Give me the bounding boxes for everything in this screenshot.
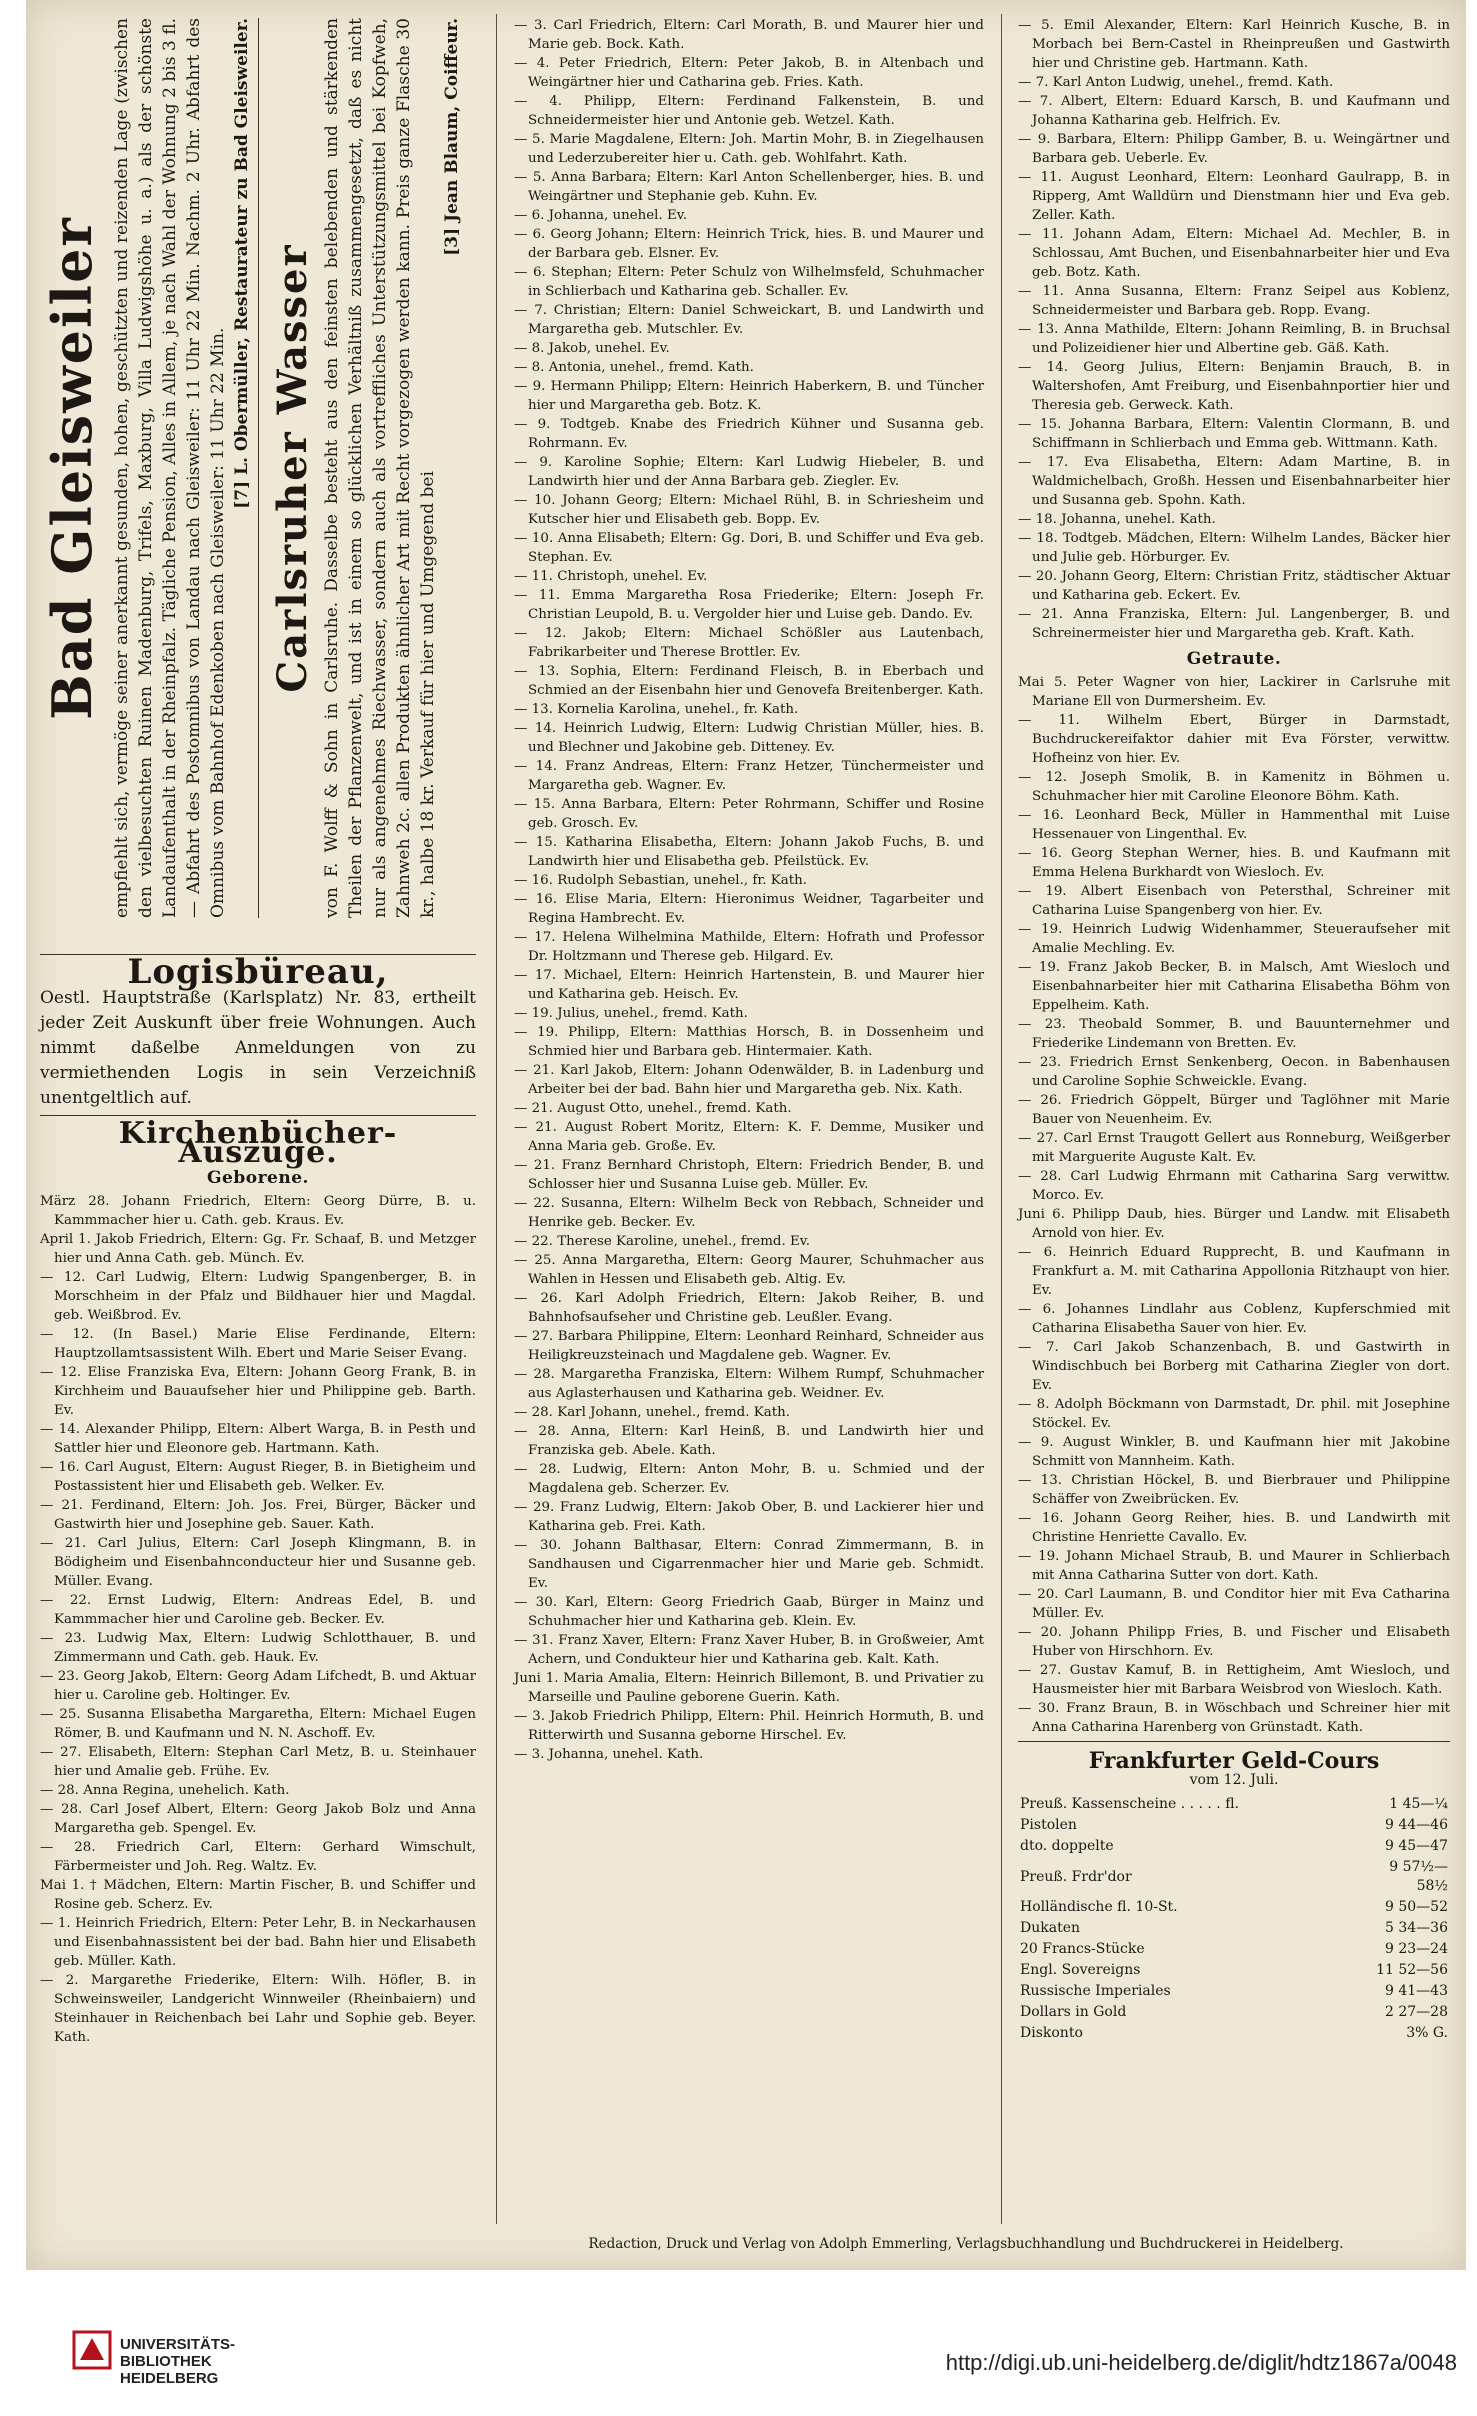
bad-gleisweiler-title: Bad Gleisweiler: [40, 216, 104, 720]
register-entry: — 19. Franz Jakob Becker, B. in Malsch, Amt Wiesloch und Eisenbahnarbeiter hier mit Catharina Elisabetha Böhm von Eppelheim. Kath.: [1018, 960, 1450, 1013]
births-list-left: [40, 1192, 476, 2047]
register-entry: — 10. Johann Georg; Eltern: Michael Rühl, B. in Schriesheim und Kutscher hier und Elisabeth geb. Bopp. Ev.: [514, 493, 984, 527]
geldcours-row: [1018, 1857, 1450, 1897]
register-entry: — 21. Carl Julius, Eltern: Carl Joseph Klingmann, B. in Bödigheim und Eisenbahnconducteur hier und Susanne geb. Müller. Evang.: [40, 1536, 476, 1589]
register-entry: — 27. Barbara Philippine, Eltern: Leonhard Reinhard, Schneider aus Heiligkreuzsteinach und Magdalene geb. Wagner. Ev.: [514, 1329, 984, 1363]
geldcours-row: [1018, 1815, 1450, 1836]
register-entry: — 20. Carl Laumann, B. und Conditor hier mit Eva Catharina Müller. Ev.: [1018, 1587, 1450, 1621]
geldcours-title: Frankfurter Geld-Cours: [1088, 1748, 1380, 1774]
register-entry: — 9. Barbara, Eltern: Philipp Gamber, B. u. Weingärtner und Barbara geb. Ueberle. Ev.: [1018, 132, 1450, 166]
register-entry: — 25. Anna Margaretha, Eltern: Georg Maurer, Schuhmacher aus Wahlen in Hessen und Elisabeth geb. Altig. Ev.: [514, 1253, 984, 1287]
geborene-heading: Geborene.: [207, 1168, 309, 1188]
register-entry: — 21. August Otto, unehel., fremd. Kath.: [514, 1101, 792, 1116]
register-entry: — 17. Michael, Eltern: Heinrich Hartenstein, B. und Maurer hier und Katharina geb. Heisch. Ev.: [514, 968, 984, 1002]
wasser-sig-text: Jean Blaum, Coiffeur.: [442, 18, 462, 222]
register-entry: — 9. Todtgeb. Knabe des Friedrich Kühner und Susanna geb. Rohrmann. Ev.: [514, 417, 984, 451]
register-entry: — 5. Marie Magdalene, Eltern: Joh. Martin Mohr, B. in Ziegelhausen und Lederzubereiter hier u. Cath. geb. Wohlfahrt. Kath.: [514, 132, 984, 166]
geldcours-rate: 2 27—28: [1385, 2004, 1448, 2020]
register-entry: — 17. Helena Wilhelmina Mathilde, Eltern: Hofrath und Professor Dr. Holtzmann und Therese geb. Hilgard. Ev.: [514, 930, 984, 964]
register-entry: — 15. Anna Barbara, Eltern: Peter Rohrmann, Schiffer und Rosine geb. Grosch. Ev.: [514, 797, 984, 831]
geldcours-rate: 5 34—36: [1385, 1920, 1448, 1936]
getraute-heading: Getraute.: [1186, 649, 1282, 669]
register-entry: März 28. Johann Friedrich, Eltern: Georg Dürre, B. u. Kammmacher hier u. Cath. geb. Kraus. Ev.: [40, 1194, 476, 1228]
births-list-right: [1018, 16, 1450, 643]
register-entry: — 21. August Robert Moritz, Eltern: K. F. Demme, Musiker und Anna Maria geb. Große. Ev.: [514, 1120, 984, 1154]
geldcours-row: [1018, 1897, 1450, 1918]
register-entry: — 2. Margarethe Friederike, Eltern: Wilh. Höfler, B. in Schweinsweiler, Landgericht Winnweiler (Rheinbaiern) und Steinhauer in Reichenbach bei Lahr und Sophie geb. Beyer. Kath.: [40, 1973, 476, 2045]
bad-gleisweiler-ref: [7]: [232, 480, 252, 509]
library-name-line3: HEIDELBERG: [120, 2370, 219, 2387]
register-entry: — 23. Theobald Sommer, B. und Bauunternehmer und Friederike Lindemann von Bretten. Ev.: [1018, 1017, 1450, 1051]
library-name: [120, 2336, 235, 2387]
register-entry: — 13. Christian Höckel, B. und Bierbrauer und Philippine Schäffer von Zweibrücken. Ev.: [1018, 1473, 1450, 1507]
register-entry: — 7. Albert, Eltern: Eduard Karsch, B. und Kaufmann und Johanna Katharina geb. Helfrich. Ev.: [1018, 94, 1450, 128]
geldcours-rate: 1 45—¼: [1389, 1796, 1448, 1812]
register-entry: — 5. Anna Barbara; Eltern: Karl Anton Schellenberger, hies. B. und Weingärtner und Stephanie geb. Kuhn. Ev.: [514, 170, 984, 204]
geldcours-currency: Pistolen: [1020, 1817, 1077, 1833]
logis-title: Logisbüreau,: [127, 952, 389, 992]
register-entry: — 18. Todtgeb. Mädchen, Eltern: Wilhelm Landes, Bäcker hier und Julie geb. Hörburger. Ev.: [1018, 531, 1450, 565]
register-entry: — 16. Carl August, Eltern: August Rieger, B. in Bietigheim und Postassistent hier und Elisabeth geb. Welker. Ev.: [40, 1460, 476, 1494]
register-entry: — 14. Georg Julius, Eltern: Benjamin Brauch, B. in Waltershofen, Amt Freiburg, und Eisenbahnportier hier und Theresia geb. Gerweck. Kath.: [1018, 360, 1450, 413]
imprint-footer: Redaction, Druck und Verlag von Adolph Emmerling, Verlagsbuchhandlung und Buchdruckerei in Heidelberg.: [588, 2236, 1344, 2252]
register-entry: — 28. Margaretha Franziska, Eltern: Wilhem Rumpf, Schuhmacher aus Aglasterhausen und Katharina geb. Weidner. Ev.: [514, 1367, 984, 1401]
register-entry: — 18. Johanna, unehel. Kath.: [1018, 512, 1216, 527]
bad-gleisweiler-text: empfiehlt sich, vermöge seiner anerkannt gesunden, hohen, geschützten und reizenden Lage (zwischen den vielbesuchten Ruinen Madenburg, Trifels, Maxburg, Villa Ludwigshöhe u. a.) als der schönste Landaufenthalt in der Rheinpfalz. Tägliche Pension, Alles in Allem, je nach Wahl der Wohnung 2 bis 3 fl. — Abfahrt des Postomnibus von Landau nach Gleisweiler: 11 Uhr 22 Min. Nachm. 2 Uhr. Abfahrt des Omnibus vom Bahnhof Edenkoben nach Gleisweiler: 11 Uhr 22 Min.: [112, 18, 228, 918]
register-entry: — 6. Johannes Lindlahr aus Coblenz, Kupferschmied mit Catharina Elisabetha Sauer von hier. Ev.: [1018, 1302, 1450, 1336]
register-entry: — 28. Friedrich Carl, Eltern: Gerhard Wimschult, Färbermeister und Joh. Reg. Waltz. Ev.: [40, 1840, 476, 1874]
register-entry: — 28. Anna, Eltern: Karl Heinß, B. und Landwirth hier und Franziska geb. Abele. Kath.: [514, 1424, 984, 1458]
register-entry: — 11. Emma Margaretha Rosa Friederike; Eltern: Joseph Fr. Christian Leupold, B. u. Vergolder hier und Luise geb. Dando. Ev.: [514, 588, 984, 622]
register-entry: — 4. Peter Friedrich, Eltern: Peter Jakob, B. in Altenbach und Weingärtner hier und Catharina geb. Fries. Kath.: [514, 56, 984, 90]
register-entry: — 28. Ludwig, Eltern: Anton Mohr, B. u. Schmied und der Magdalena geb. Scherzer. Ev.: [514, 1462, 984, 1496]
register-entry: Juni 1. Maria Amalia, Eltern: Heinrich Billemont, B. und Privatier zu Marseille und Pauline geborene Guerin. Kath.: [514, 1671, 984, 1705]
geldcours-currency: Preuß. Frdr'dor: [1020, 1868, 1132, 1885]
register-entry: — 27. Gustav Kamuf, B. in Rettigheim, Amt Wiesloch, und Hausmeister hier mit Barbara Weisbrod von Wiesloch. Kath.: [1018, 1663, 1450, 1697]
register-entry: — 19. Philipp, Eltern: Matthias Horsch, B. in Dossenheim und Schmied hier und Barbara geb. Hintermaier. Kath.: [514, 1025, 984, 1059]
geldcours-rate: 9 50—52: [1385, 1899, 1448, 1915]
geldcours-date: vom 12. Juli.: [1189, 1772, 1279, 1788]
register-entry: — 23. Friedrich Ernst Senkenberg, Oecon. in Babenhausen und Caroline Sophie Schweickle. Evang.: [1018, 1055, 1450, 1089]
library-name-line1: UNIVERSITÄTS-: [120, 2336, 236, 2353]
register-entry: — 11. Johann Adam, Eltern: Michael Ad. Mechler, B. in Schlossau, Amt Buchen, und Eisenbahnarbeiter hier und Eva geb. Botz. Kath.: [1018, 227, 1450, 280]
wasser-ref: [3]: [442, 227, 462, 256]
geldcours-row: [1018, 1836, 1450, 1857]
register-entry: — 17. Eva Elisabetha, Eltern: Adam Martine, B. in Waldmichelbach, Großh. Hessen und Eisenbahnarbeiter hier und Susanna geb. Spohn. Kath.: [1018, 455, 1450, 508]
geldcours-currency: Preuß. Kassenscheine . . . . . fl.: [1020, 1796, 1239, 1812]
register-entry: — 6. Georg Johann; Eltern: Heinrich Trick, hies. B. und Maurer und der Barbara geb. Elsner. Ev.: [514, 227, 984, 261]
register-entry: — 9. August Winkler, B. und Kaufmann hier mit Jakobine Schmitt von Mannheim. Kath.: [1018, 1435, 1450, 1469]
newspaper-page: [26, 0, 1466, 2270]
register-entry: — 28. Carl Josef Albert, Eltern: Georg Jakob Bolz und Anna Margaretha geb. Spengel. Ev.: [40, 1802, 476, 1836]
register-entry: — 23. Ludwig Max, Eltern: Ludwig Schlotthauer, B. und Zimmermann und Cath. geb. Hauk. Ev.: [40, 1631, 476, 1665]
register-entry: — 30. Karl, Eltern: Georg Friedrich Gaab, Bürger in Mainz und Schuhmacher hier und Katharina geb. Klein. Ev.: [514, 1595, 984, 1629]
register-entry: April 1. Jakob Friedrich, Eltern: Gg. Fr. Schaaf, B. und Metzger hier und Anna Cath. geb. Münch. Ev.: [40, 1232, 476, 1266]
register-entry: — 1. Heinrich Friedrich, Eltern: Peter Lehr, B. in Neckarhausen und Eisenbahnassistent bei der bad. Bahn hier und Elisabeth geb. Müller. Kath.: [40, 1916, 476, 1969]
register-entry: — 4. Philipp, Eltern: Ferdinand Falkenstein, B. und Schneidermeister hier und Antonie geb. Wetzel. Kath.: [514, 94, 984, 128]
geldcours-rate: 9 45—47: [1385, 1838, 1448, 1854]
register-entry: — 3. Johanna, unehel. Kath.: [514, 1747, 704, 1762]
kirchen-title: Kirchenbücher-Auszüge.: [118, 1116, 398, 1170]
register-entry: Mai 5. Peter Wagner von hier, Lackirer in Carlsruhe mit Mariane Ell von Durmersheim. Ev.: [1018, 675, 1450, 709]
register-entry: — 11. August Leonhard, Eltern: Leonhard Gaulrapp, B. in Ripperg, Amt Walldürn und Dienstmann hier und Eva geb. Zeller. Kath.: [1018, 170, 1450, 223]
geldcours-divider: [1018, 1741, 1450, 1742]
register-entry: — 20. Johann Philipp Fries, B. und Fischer und Elisabeth Huber von Hirschhorn. Ev.: [1018, 1625, 1450, 1659]
geldcours-row: [1018, 2023, 1450, 2044]
register-entry: — 29. Franz Ludwig, Eltern: Jakob Ober, B. und Lackierer hier und Katharina geb. Frei. Kath.: [514, 1500, 984, 1534]
bad-gleisweiler-signature: [230, 18, 254, 918]
register-entry: — 9. Karoline Sophie; Eltern: Karl Ludwig Hiebeler, B. und Landwirth hier und der Anna Barbara geb. Ziegler. Ev.: [514, 455, 984, 489]
register-entry: — 13. Kornelia Karolina, unehel., fr. Kath.: [514, 702, 799, 717]
register-entry: — 19. Johann Michael Straub, B. und Maurer in Schlierbach mit Anna Catharina Sutter von dort. Kath.: [1018, 1549, 1450, 1583]
register-entry: — 6. Stephan; Eltern: Peter Schulz von Wilhelmsfeld, Schuhmacher in Schlierbach und Katharina geb. Schaller. Ev.: [514, 265, 984, 299]
geldcours-rate: 9 41—43: [1385, 1983, 1448, 1999]
register-entry: — 8. Antonia, unehel., fremd. Kath.: [514, 360, 754, 375]
geldcours-row: [1018, 2002, 1450, 2023]
geldcours-currency: Dukaten: [1020, 1920, 1080, 1936]
wasser-signature: [440, 18, 464, 918]
register-entry: — 23. Georg Jakob, Eltern: Georg Adam Lifchedt, B. und Aktuar hier u. Caroline geb. Holtinger. Ev.: [40, 1669, 476, 1703]
register-entry: — 28. Anna Regina, unehelich. Kath.: [40, 1783, 290, 1798]
register-entry: — 25. Susanna Elisabetha Margaretha, Eltern: Michael Eugen Römer, B. und Kaufmann und N. N. Aschoff. Ev.: [40, 1707, 476, 1741]
register-entry: — 11. Christoph, unehel. Ev.: [514, 569, 708, 584]
register-entry: — 3. Carl Friedrich, Eltern: Carl Morath, B. und Maurer hier und Marie geb. Bock. Kath.: [514, 18, 984, 52]
births-list-middle: [514, 16, 984, 1764]
register-entry: — 19. Albert Eisenbach von Petersthal, Schreiner mit Catharina Luise Spangenberg von hier. Ev.: [1018, 884, 1450, 918]
register-entry: — 22. Therese Karoline, unehel., fremd. Ev.: [514, 1234, 810, 1249]
logis-text: Oestl. Hauptstraße (Karlsplatz) Nr. 83, ertheilt jeder Zeit Auskunft über freie Wohnungen. Auch nimmt daßelbe Anmeldungen von zu vermiethenden Logis in sein Verzeichniß unentgeltlich auf.: [40, 988, 476, 1108]
register-entry: — 21. Anna Franziska, Eltern: Jul. Langenberger, B. und Schreinermeister hier und Margaretha geb. Kraft. Kath.: [1018, 607, 1450, 641]
register-entry: — 11. Wilhelm Ebert, Bürger in Darmstadt, Buchdruckereifaktor dahier mit Eva Förster, verwittw. Hofheinz von hier. Ev.: [1018, 713, 1450, 766]
geldcours-row: [1018, 1960, 1450, 1981]
wasser-text: von F. Wolff & Sohn in Carlsruhe. Dasselbe besteht aus den feinsten belebenden und stärkenden Theilen der Pflanzenwelt, und ist in einem so glücklichen Verhältniß zusammengesetzt, daß es nicht nur als angenehmes Riechwasser, sondern auch als vortreffliches Unterstützungsmittel bei Kopfweh, Zahnweh 2c. allen Produkten ähnlicher Art mit Recht vorgezogen werden kann. Preis ganze Flasche 30 kr., halbe 18 kr. Verkauf für hier und Umgegend bei: [322, 18, 438, 918]
register-entry: — 12. Jakob; Eltern: Michael Schößler aus Lautenbach, Fabrikarbeiter und Therese Brottler. Ev.: [514, 626, 984, 660]
geldcours-currency: Russische Imperiales: [1020, 1983, 1171, 1999]
register-entry: — 6. Heinrich Eduard Rupprecht, B. und Kaufmann in Frankfurt a. M. mit Catharina Appollonia Ritzhaupt von hier. Ev.: [1018, 1245, 1450, 1298]
register-entry: — 10. Anna Elisabeth; Eltern: Gg. Dori, B. und Schiffer und Eva geb. Stephan. Ev.: [514, 531, 984, 565]
column-left: [40, 950, 476, 2047]
register-entry: — 14. Heinrich Ludwig, Eltern: Ludwig Christian Müller, hies. B. und Blechner und Jakobine geb. Ditteney. Ev.: [514, 721, 984, 755]
geldcours-row: [1018, 1939, 1450, 1960]
register-entry: — 9. Hermann Philipp; Eltern: Heinrich Haberkern, B. und Tüncher hier und Margaretha geb. Botz. K.: [514, 379, 984, 413]
geldcours-rate: 3% G.: [1406, 2025, 1448, 2041]
register-entry: — 6. Johanna, unehel. Ev.: [514, 208, 687, 223]
register-entry: — 12. Joseph Smolik, B. in Kamenitz in Böhmen u. Schuhmacher hier mit Caroline Eleonore Böhm. Kath.: [1018, 770, 1450, 804]
library-logo-icon: [72, 2330, 112, 2370]
register-entry: — 22. Ernst Ludwig, Eltern: Andreas Edel, B. und Kammmacher hier und Caroline geb. Becker. Ev.: [40, 1593, 476, 1627]
wasser-title: Carlsruher Wasser: [269, 243, 316, 693]
register-entry: — 22. Susanna, Eltern: Wilhelm Beck von Rebbach, Schneider und Henrike geb. Becker. Ev.: [514, 1196, 984, 1230]
register-entry: — 26. Friedrich Göppelt, Bürger und Taglöhner mit Marie Bauer von Neuenheim. Ev.: [1018, 1093, 1450, 1127]
register-entry: — 16. Rudolph Sebastian, unehel., fr. Kath.: [514, 873, 808, 888]
register-entry: — 15. Katharina Elisabetha, Eltern: Johann Jakob Fuchs, B. und Landwirth hier und Elisabetha geb. Pfeilstück. Ev.: [514, 835, 984, 869]
register-entry: — 27. Elisabeth, Eltern: Stephan Carl Metz, B. u. Steinhauer hier und Amalie geb. Frühe. Ev.: [40, 1745, 476, 1779]
geldcours-rate: 9 57½—58½: [1389, 1859, 1448, 1894]
geldcours-row: [1018, 1918, 1450, 1939]
register-entry: Mai 1. † Mädchen, Eltern: Martin Fischer, B. und Schiffer und Rosine geb. Scherz. Ev.: [40, 1878, 476, 1912]
bad-gleisweiler-sig-text: L. Obermüller, Restaurateur zu Bad Gleisweiler.: [232, 18, 252, 475]
register-entry: — 7. Carl Jakob Schanzenbach, B. und Gastwirth in Windischbuch bei Borberg mit Catharina Ziegler von dort. Ev.: [1018, 1340, 1450, 1393]
register-entry: — 30. Franz Braun, B. in Wöschbach und Schreiner hier mit Anna Catharina Harenberg von Grünstadt. Kath.: [1018, 1701, 1450, 1735]
library-name-line2: BIBLIOTHEK: [120, 2353, 212, 2370]
register-entry: — 16. Georg Stephan Werner, hies. B. und Kaufmann mit Emma Helena Burkhardt von Wiesloch. Ev.: [1018, 846, 1450, 880]
column-middle: [514, 16, 984, 1764]
register-entry: — 21. Karl Jakob, Eltern: Johann Odenwälder, B. in Ladenburg und Arbeiter bei der bad. Bahn hier und Margaretha geb. Nix. Kath.: [514, 1063, 984, 1097]
register-entry: Juni 6. Philipp Daub, hies. Bürger und Landw. mit Elisabeth Arnold von hier. Ev.: [1018, 1207, 1450, 1241]
register-entry: — 20. Johann Georg, Eltern: Christian Fritz, städtischer Aktuar und Katharina geb. Eckert. Ev.: [1018, 569, 1450, 603]
register-entry: — 31. Franz Xaver, Eltern: Franz Xaver Huber, B. in Großweier, Amt Achern, und Condukteur hier und Katharina geb. Kalt. Kath.: [514, 1633, 984, 1667]
register-entry: — 16. Johann Georg Reiher, hies. B. und Landwirth mit Christine Henriette Cavallo. Ev.: [1018, 1511, 1450, 1545]
geldcours-currency: dto. doppelte: [1020, 1838, 1114, 1854]
marriages-list: [1018, 673, 1450, 1737]
register-entry: — 15. Johanna Barbara, Eltern: Valentin Clormann, B. und Schiffmann in Schlierbach und Emma geb. Wittmann. Kath.: [1018, 417, 1450, 451]
geldcours-currency: Holländische fl. 10-St.: [1020, 1899, 1178, 1915]
register-entry: — 21. Franz Bernhard Christoph, Eltern: Friedrich Bender, B. und Schlosser hier und Susanna Luise geb. Müller. Ev.: [514, 1158, 984, 1192]
register-entry: — 12. (In Basel.) Marie Elise Ferdinande, Eltern: Hauptzollamtsassistent Wilh. Ebert und Marie Seiser Evang.: [40, 1327, 476, 1361]
register-entry: — 13. Sophia, Eltern: Ferdinand Fleisch, B. in Eberbach und Schmied an der Eisenbahn hier und Genovefa Breitenberger. Kath.: [514, 664, 984, 698]
register-entry: — 28. Carl Ludwig Ehrmann mit Catharina Sarg verwittw. Morco. Ev.: [1018, 1169, 1450, 1203]
geldcours-rate: 9 23—24: [1385, 1941, 1448, 1957]
geldcours-row: [1018, 1981, 1450, 2002]
register-entry: — 14. Franz Andreas, Eltern: Franz Hetzer, Tünchermeister und Margaretha geb. Wagner. Ev.: [514, 759, 984, 793]
register-entry: — 8. Adolph Böckmann von Darmstadt, Dr. phil. mit Josephine Stöckel. Ev.: [1018, 1397, 1450, 1431]
geldcours-currency: Diskonto: [1020, 2025, 1083, 2041]
geldcours-rate: 11 52—56: [1376, 1962, 1448, 1978]
register-entry: — 16. Elise Maria, Eltern: Hieronimus Weidner, Tagarbeiter und Regina Hambrecht. Ev.: [514, 892, 984, 926]
register-entry: — 27. Carl Ernst Traugott Gellert aus Ronneburg, Weißgerber mit Marguerite Auguste Kalt. Ev.: [1018, 1131, 1450, 1165]
register-entry: — 5. Emil Alexander, Eltern: Karl Heinrich Kusche, B. in Morbach bei Bern-Castel in Rheinpreußen und Gastwirth hier und Christine geb. Hartmann. Kath.: [1018, 18, 1450, 71]
geldcours-currency: Engl. Sovereigns: [1020, 1962, 1141, 1978]
geldcours-rate: 9 44—46: [1385, 1817, 1448, 1833]
register-entry: — 8. Jakob, unehel. Ev.: [514, 341, 670, 356]
register-entry: — 30. Johann Balthasar, Eltern: Conrad Zimmermann, B. in Sandhausen und Cigarrenmacher hier und Marie geb. Schmidt. Ev.: [514, 1538, 984, 1591]
register-entry: — 7. Karl Anton Ludwig, unehel., fremd. Kath.: [1018, 75, 1334, 90]
geldcours-currency: Dollars in Gold: [1020, 2004, 1127, 2020]
ad-divider: [258, 18, 259, 918]
register-entry: — 3. Jakob Friedrich Philipp, Eltern: Phil. Heinrich Hormuth, B. und Ritterwirth und Susanna geborne Hirschel. Ev.: [514, 1709, 984, 1743]
register-entry: — 21. Ferdinand, Eltern: Joh. Jos. Frei, Bürger, Bäcker und Gastwirth hier und Josephine geb. Sauer. Kath.: [40, 1498, 476, 1532]
register-entry: — 28. Karl Johann, unehel., fremd. Kath.: [514, 1405, 791, 1420]
register-entry: — 12. Elise Franziska Eva, Eltern: Johann Georg Frank, B. in Kirchheim und Bauaufseher hier und Philippine geb. Barth. Ev.: [40, 1365, 476, 1418]
register-entry: — 12. Carl Ludwig, Eltern: Ludwig Spangenberger, B. in Morschheim in der Pfalz und Bildhauer hier und Magdal. geb. Weißbrod. Ev.: [40, 1270, 476, 1323]
register-entry: — 11. Anna Susanna, Eltern: Franz Seipel aus Koblenz, Schneidermeister und Barbara geb. Ropp. Evang.: [1018, 284, 1450, 318]
geldcours-table: [1018, 1794, 1450, 2044]
source-url[interactable]: http://digi.ub.uni-heidelberg.de/diglit/hdtz1867a/0048: [945, 2350, 1457, 2375]
column-rule-1: [496, 14, 497, 2224]
register-entry: — 19. Julius, unehel., fremd. Kath.: [514, 1006, 748, 1021]
register-entry: — 26. Karl Adolph Friedrich, Eltern: Jakob Reiher, B. und Bahnhofsaufseher und Christine geb. Leußler. Evang.: [514, 1291, 984, 1325]
register-entry: — 16. Leonhard Beck, Müller in Hammenthal mit Luise Hessenauer von Lingenthal. Ev.: [1018, 808, 1450, 842]
rotated-advertisements: [40, 18, 476, 918]
column-right: [1018, 16, 1450, 2044]
register-entry: — 14. Alexander Philipp, Eltern: Albert Warga, B. in Pesth und Sattler hier und Eleonore geb. Hartmann. Kath.: [40, 1422, 476, 1456]
register-entry: — 7. Christian; Eltern: Daniel Schweickart, B. und Landwirth und Margaretha geb. Mutschler. Ev.: [514, 303, 984, 337]
geldcours-currency: 20 Francs-Stücke: [1020, 1941, 1145, 1957]
column-rule-2: [1001, 14, 1002, 2224]
geldcours-row: [1018, 1794, 1450, 1815]
register-entry: — 19. Heinrich Ludwig Widenhammer, Steueraufseher mit Amalie Mechling. Ev.: [1018, 922, 1450, 956]
register-entry: — 13. Anna Mathilde, Eltern: Johann Reimling, B. in Bruchsal und Polizeidiener hier und Albertine geb. Gäß. Kath.: [1018, 322, 1450, 356]
